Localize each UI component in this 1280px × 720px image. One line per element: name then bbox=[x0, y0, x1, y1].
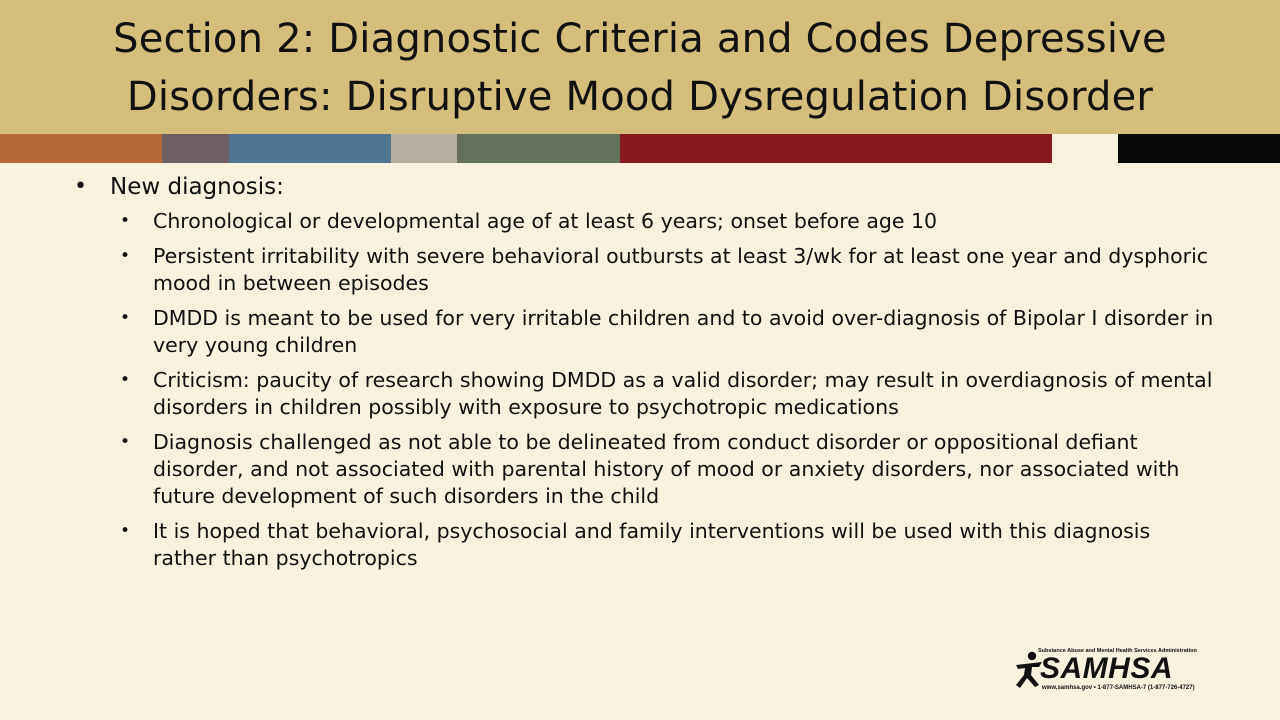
bullet-dot: • bbox=[120, 308, 131, 328]
title-line-1: Section 2: Diagnostic Criteria and Codes Depressive bbox=[113, 16, 1167, 62]
title-bar bbox=[0, 0, 1280, 134]
sub-bullet-text: Diagnosis challenged as not able to be delineated from conduct disorder or oppositional defiant disorder, and not associated with parental history of mood or anxiety disorders, nor associated with future development of such disorders in the child bbox=[153, 430, 1180, 508]
main-bullet-text: New diagnosis: bbox=[110, 174, 284, 200]
color-stripe bbox=[1052, 134, 1118, 163]
sub-bullet bbox=[116, 518, 1214, 572]
main-bullet bbox=[74, 170, 1214, 204]
color-stripe bbox=[391, 134, 457, 163]
color-stripe bbox=[0, 134, 162, 163]
logo-wordmark: SAMHSA bbox=[1040, 652, 1174, 685]
sub-bullet bbox=[116, 243, 1214, 297]
sub-bullet-text: Criticism: paucity of research showing DMDD as a valid disorder; may result in overdiagnosis of mental disorders in children possibly with exposure to psychotropic medications bbox=[153, 368, 1213, 419]
sub-bullet bbox=[116, 429, 1214, 510]
sub-bullet-text: Chronological or developmental age of at least 6 years; onset before age 10 bbox=[153, 209, 938, 233]
bullet-dot: • bbox=[74, 174, 87, 199]
bullet-dot: • bbox=[120, 211, 131, 231]
color-stripe bbox=[1118, 134, 1280, 163]
bullet-dot: • bbox=[120, 370, 131, 390]
sub-bullet bbox=[116, 208, 1214, 235]
bullet-dot: • bbox=[120, 246, 131, 266]
sub-bullet bbox=[116, 305, 1214, 359]
color-stripe bbox=[457, 134, 620, 163]
color-stripe bbox=[620, 134, 1052, 163]
bullet-dot: • bbox=[120, 521, 131, 541]
sub-bullet-text: Persistent irritability with severe behavioral outbursts at least 3/wk for at least one year and dysphoric mood in between episodes bbox=[153, 244, 1209, 295]
sub-bullet bbox=[116, 367, 1214, 421]
sub-bullet-text: DMDD is meant to be used for very irritable children and to avoid over-diagnosis of Bipolar I disorder in very young children bbox=[153, 306, 1214, 357]
slide-title bbox=[0, 10, 1280, 126]
logo-contact: www.samhsa.gov • 1-877-SAMHSA-7 (1-877-726-4727) bbox=[1042, 685, 1195, 691]
logo-org-name: Substance Abuse and Mental Health Services Administration bbox=[1038, 648, 1197, 654]
title-line-2: Disorders: Disruptive Mood Dysregulation Disorder bbox=[126, 74, 1154, 120]
bullet-dot: • bbox=[120, 432, 131, 452]
color-stripe bbox=[229, 134, 391, 163]
sub-bullet-text: It is hoped that behavioral, psychosocial and family interventions will be used with this diagnosis rather than psychotropics bbox=[153, 519, 1151, 570]
color-stripe bbox=[162, 134, 229, 163]
slide-body bbox=[74, 170, 1214, 580]
samhsa-logo bbox=[1012, 648, 1222, 696]
